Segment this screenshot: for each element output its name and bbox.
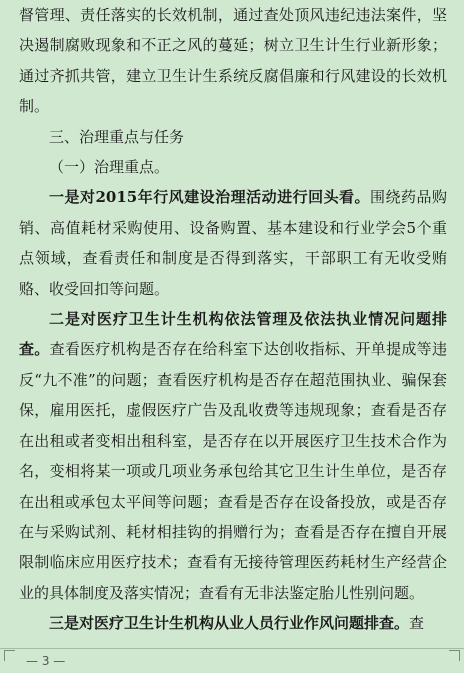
page-number: — 3 —: [26, 654, 66, 668]
right-corner-mark: [449, 650, 460, 661]
document-body: [19, 0, 447, 639]
section-heading: 三、治理重点与任务: [49, 127, 185, 146]
intro-paragraph: 督管理、责任落实的长效机制，通过查处顶风违纪违法案件，坚决遏制腐败现象和不正之风的蔓延；树立卫生计生行业新形象；通过齐抓共管，建立卫生计生系统反腐倡廉和行风建设的长效机制。: [19, 6, 447, 116]
item-1-lead: 一是对2015年行风建设治理活动进行回头看。: [49, 188, 371, 207]
item-3-lead: 三是对医疗卫生计生机构从业人员行业作风问题排查。: [49, 614, 410, 633]
item-2-body: 查看医疗机构是否存在给科室下达创收指标、开单提成等违反“九不准”的问题；查看医疗机构是否存在超范围执业、骗保套保，雇用医托，虚假医疗广告及乱收费等违规现象；查看是否存在出租或者变相出租科室，是否存在以开展医疗卫生技术合作为名，变相将某一项或几项业务承包给其它卫生计生单位，是否存在出租或承包太平间等问题；查看是否存在设备投放，或是否存在与采购试剂、耗材相挂钩的捐赠行为；查看是否存在擅自开展限制临床应用医疗技术；查看有无接待管理医药耗材生产经营企业的具体制度及落实情况；查看有无非法鉴定胎儿性别问题。: [19, 340, 447, 602]
item-2-lead: 二是对医疗卫生计生机构依法管理及依法执业情况问题排查。: [19, 310, 447, 359]
item-1-paragraph: [19, 182, 447, 304]
left-corner-mark: [4, 650, 15, 661]
item-2-paragraph: [19, 304, 447, 608]
item-3-paragraph: [19, 608, 447, 638]
item-1-body: 围绕药品购销、高值耗材采购使用、设备购置、基本建设和行业学会5个重点领域，查看责任和制度是否得到落实，干部职工有无收受贿赂、收受回扣等问题。: [19, 188, 447, 298]
subsection-heading: （一）治理重点。: [49, 158, 170, 177]
item-3-body: 查: [409, 614, 425, 633]
footer-divider: [0, 648, 464, 649]
